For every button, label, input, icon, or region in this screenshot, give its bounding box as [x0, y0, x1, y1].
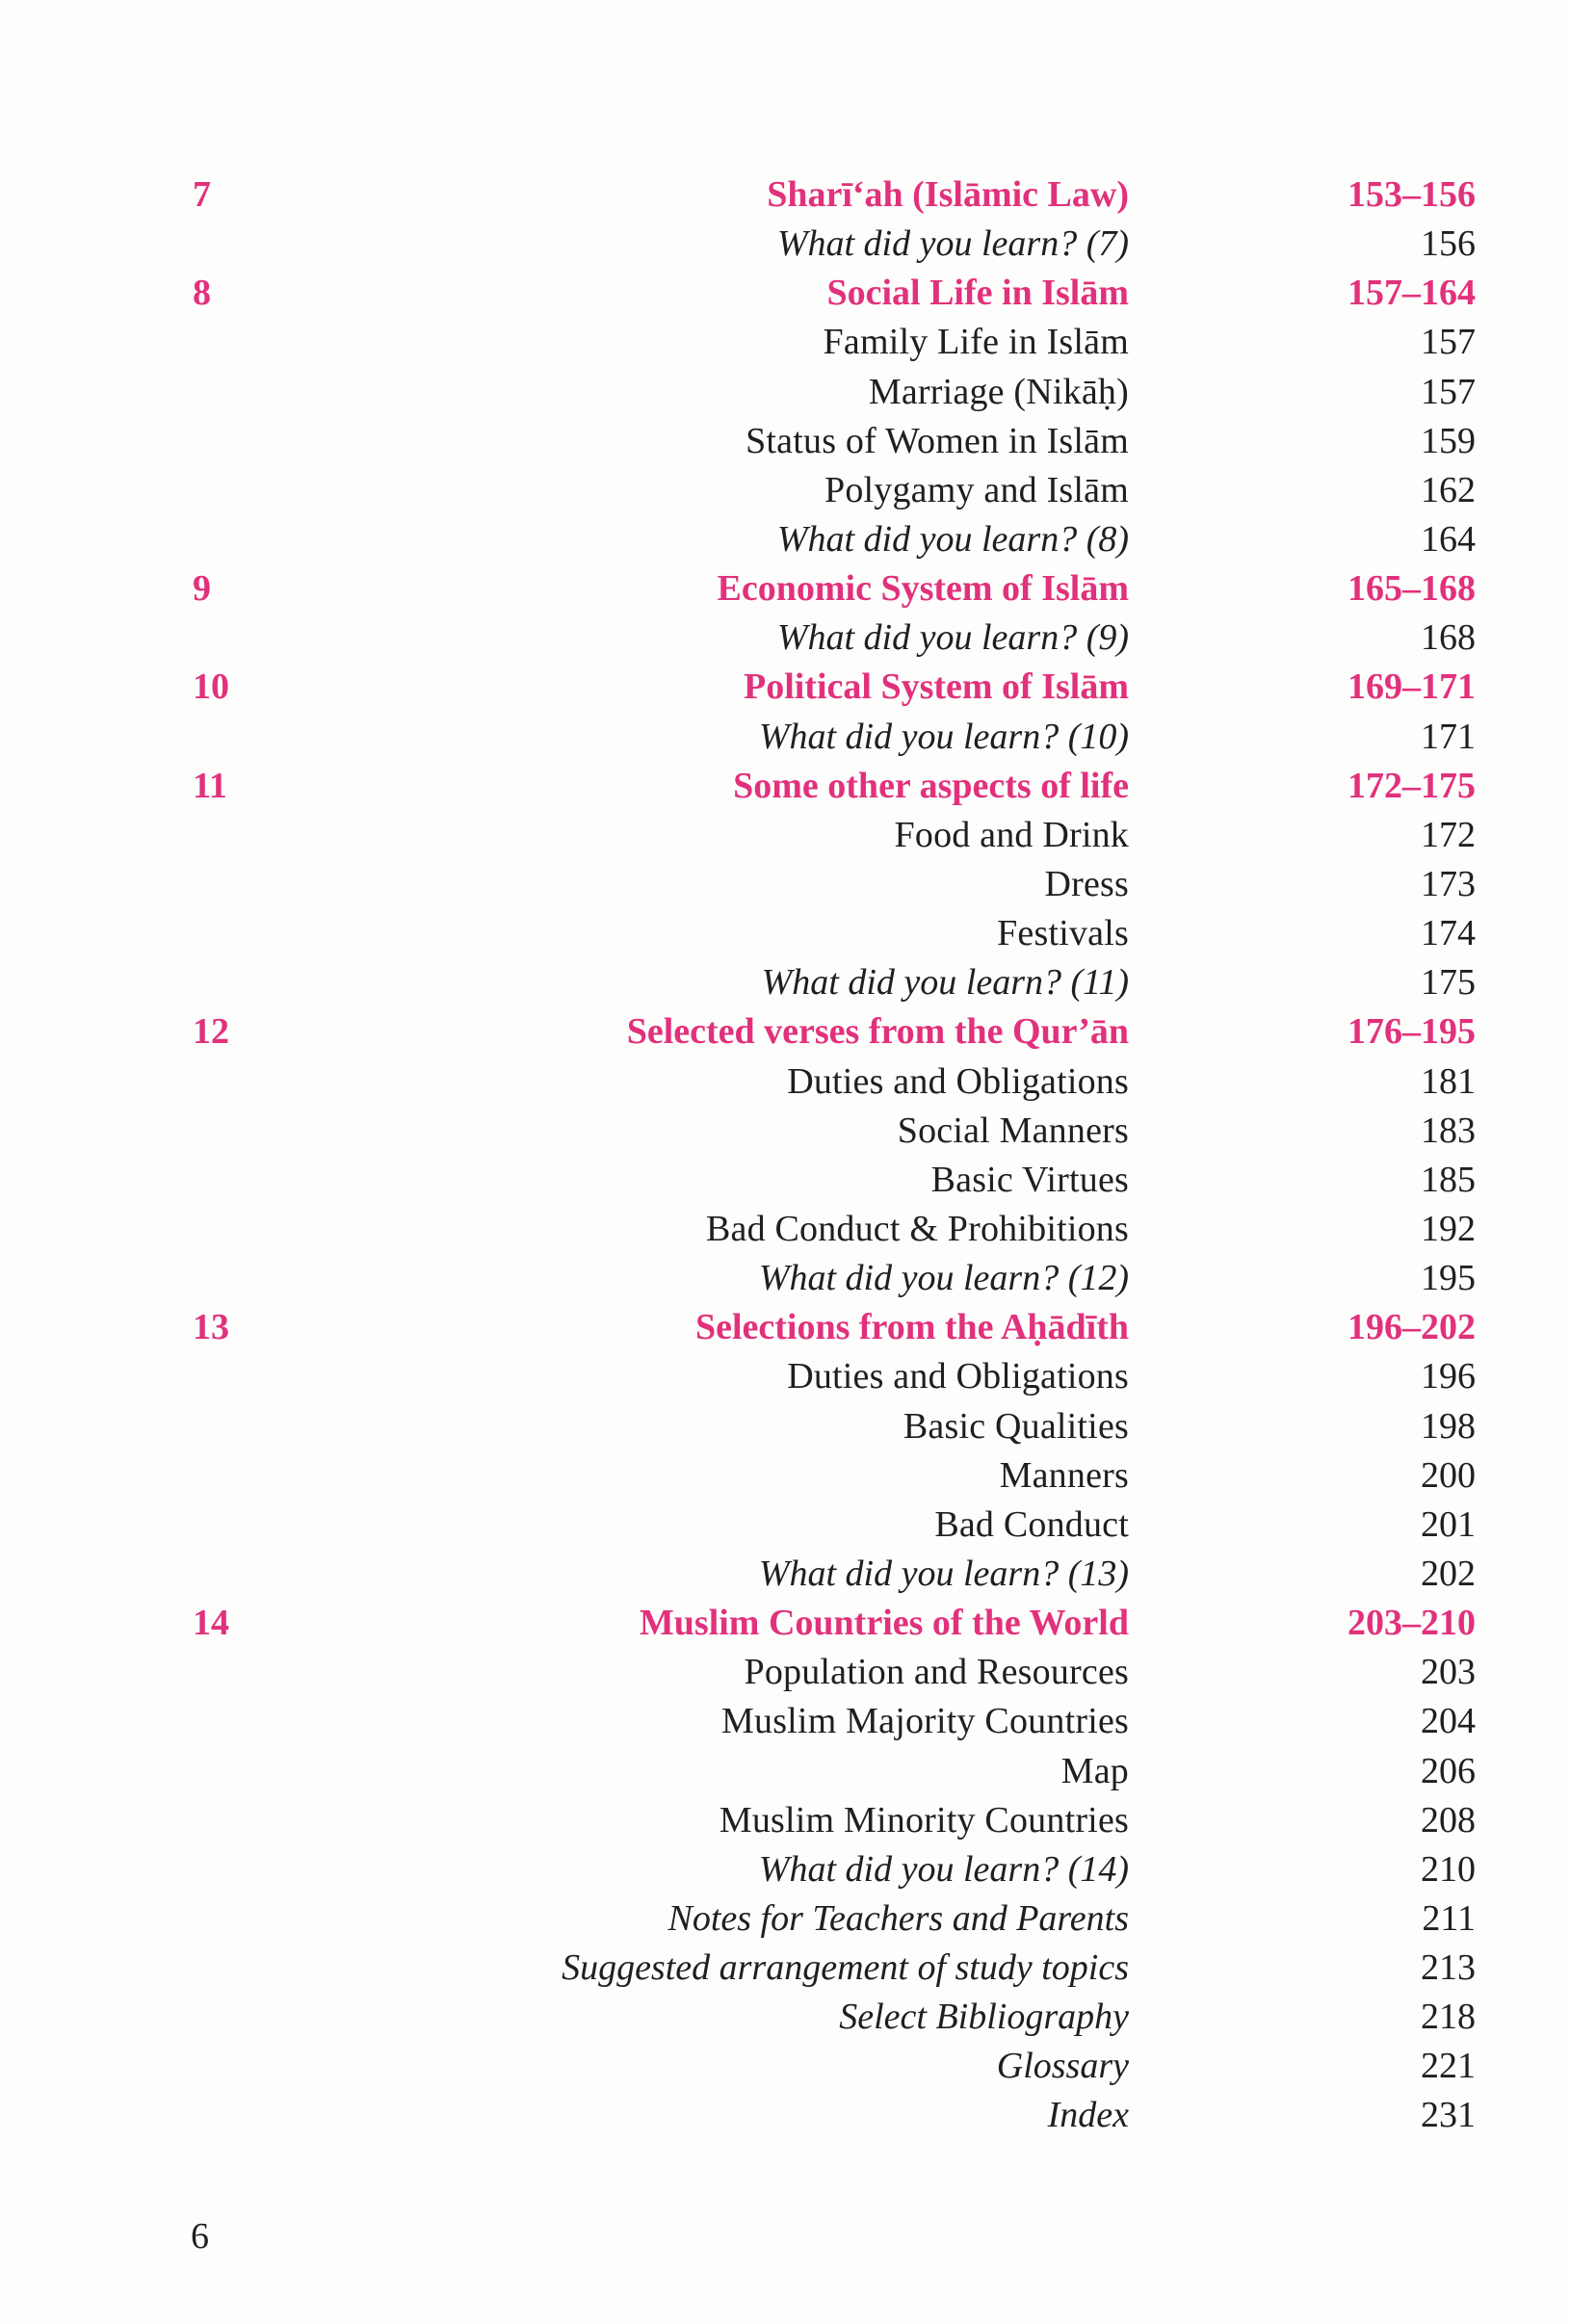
- page-reference: 203–210: [1348, 1603, 1476, 1644]
- page-reference: 169–171: [1348, 666, 1476, 708]
- section-title: What did you learn? (11): [761, 962, 1129, 1004]
- toc-entry: [0, 614, 1570, 663]
- section-title: Marriage (Nikāḥ): [868, 371, 1129, 412]
- toc-entry: [0, 368, 1570, 417]
- section-title: What did you learn? (10): [758, 716, 1129, 757]
- page-number: 6: [191, 2216, 209, 2257]
- section-title: Dress: [1044, 863, 1129, 904]
- page-reference: 211: [1422, 1897, 1476, 1939]
- section-title: Index: [1047, 2095, 1129, 2136]
- section-title: Map: [1060, 1750, 1129, 1791]
- chapter-number: 14: [193, 1603, 229, 1644]
- chapter-title: Political System of Islām: [743, 666, 1129, 708]
- toc-entry: [0, 1796, 1570, 1845]
- chapter-title: Social Life in Islām: [826, 273, 1129, 314]
- toc-entry: [0, 1402, 1570, 1451]
- page-reference: 192: [1421, 1208, 1476, 1249]
- chapter-title: Some other aspects of life: [733, 765, 1129, 806]
- section-title: Manners: [999, 1454, 1129, 1496]
- page-reference: 198: [1421, 1405, 1476, 1447]
- page-reference: 156: [1421, 223, 1476, 265]
- page-reference: 206: [1421, 1750, 1476, 1791]
- toc-entry: [0, 269, 1570, 318]
- chapter-title: Muslim Countries of the World: [639, 1603, 1129, 1644]
- toc-entry: [0, 564, 1570, 614]
- page-reference: 171: [1421, 716, 1476, 757]
- page-reference: 208: [1421, 1799, 1476, 1841]
- chapter-number: 13: [193, 1307, 229, 1348]
- page-reference: 172–175: [1348, 765, 1476, 806]
- chapter-title: Selected verses from the Qur’ān: [626, 1011, 1129, 1053]
- page-reference: 157–164: [1348, 273, 1476, 314]
- toc-entry: [0, 1451, 1570, 1501]
- chapter-number: 8: [193, 273, 211, 314]
- toc-entry: [0, 1894, 1570, 1944]
- page-reference: 201: [1421, 1503, 1476, 1545]
- page-reference: 165–168: [1348, 568, 1476, 610]
- page-reference: 173: [1421, 863, 1476, 904]
- page-reference: 200: [1421, 1454, 1476, 1496]
- page-reference: 231: [1421, 2095, 1476, 2136]
- page-reference: 203: [1421, 1652, 1476, 1693]
- page-reference: 174: [1421, 913, 1476, 954]
- page-reference: 175: [1421, 962, 1476, 1004]
- toc-entry: [0, 1254, 1570, 1303]
- page-reference: 181: [1421, 1060, 1476, 1102]
- section-title: Muslim Minority Countries: [719, 1799, 1129, 1841]
- toc-entry: [0, 811, 1570, 860]
- section-title: Population and Resources: [744, 1652, 1129, 1693]
- section-title: What did you learn? (13): [758, 1553, 1129, 1594]
- chapter-number: 10: [193, 666, 229, 708]
- page-reference: 195: [1421, 1258, 1476, 1299]
- page-reference: 159: [1421, 420, 1476, 461]
- toc-entry: [0, 220, 1570, 269]
- toc-entry: [0, 1058, 1570, 1107]
- toc-entry: [0, 762, 1570, 811]
- section-title: Bad Conduct: [934, 1503, 1129, 1545]
- page-reference: 164: [1421, 518, 1476, 560]
- toc-entry: [0, 417, 1570, 466]
- toc-entry: [0, 1599, 1570, 1648]
- toc-entry: [0, 2042, 1570, 2091]
- toc-entry: [0, 1550, 1570, 1599]
- section-title: Basic Virtues: [930, 1159, 1129, 1200]
- toc-entry: [0, 1747, 1570, 1796]
- section-title: Social Manners: [897, 1110, 1129, 1151]
- section-title: What did you learn? (7): [776, 223, 1129, 265]
- page-reference: 221: [1421, 2046, 1476, 2087]
- section-title: Glossary: [996, 2046, 1129, 2087]
- toc-entry: [0, 170, 1570, 220]
- chapter-number: 11: [193, 765, 227, 806]
- section-title: What did you learn? (9): [776, 617, 1129, 659]
- page-reference: 157: [1421, 322, 1476, 363]
- section-title: Duties and Obligations: [787, 1356, 1129, 1397]
- toc-entry: [0, 1352, 1570, 1401]
- toc-entry: [0, 1156, 1570, 1205]
- toc-entry: [0, 1107, 1570, 1156]
- page-reference: 162: [1421, 469, 1476, 510]
- section-title: Bad Conduct & Prohibitions: [705, 1208, 1129, 1249]
- page-reference: 196: [1421, 1356, 1476, 1397]
- page-reference: 176–195: [1348, 1011, 1476, 1053]
- toc-entry: [0, 1697, 1570, 1746]
- section-title: Family Life in Islām: [823, 322, 1129, 363]
- page-reference: 183: [1421, 1110, 1476, 1151]
- section-title: Festivals: [997, 913, 1129, 954]
- section-title: Muslim Majority Countries: [721, 1701, 1129, 1742]
- page-reference: 204: [1421, 1701, 1476, 1742]
- page-reference: 153–156: [1348, 174, 1476, 215]
- section-title: Status of Women in Islām: [746, 420, 1129, 461]
- section-title: What did you learn? (12): [758, 1258, 1129, 1299]
- chapter-number: 12: [193, 1011, 229, 1053]
- table-of-contents: [0, 170, 1570, 2141]
- toc-entry: [0, 318, 1570, 367]
- section-title: Suggested arrangement of study topics: [562, 1947, 1129, 1989]
- section-title: What did you learn? (14): [758, 1848, 1129, 1890]
- toc-entry: [0, 958, 1570, 1007]
- toc-entry: [0, 1944, 1570, 1993]
- toc-entry: [0, 1007, 1570, 1057]
- chapter-title: Sharī‘ah (Islāmic Law): [767, 174, 1129, 215]
- chapter-number: 9: [193, 568, 211, 610]
- page-reference: 157: [1421, 371, 1476, 412]
- chapter-title: Economic System of Islām: [717, 568, 1129, 610]
- page-reference: 172: [1421, 814, 1476, 855]
- toc-entry: [0, 860, 1570, 909]
- section-title: Notes for Teachers and Parents: [667, 1897, 1129, 1939]
- section-title: Basic Qualities: [903, 1405, 1129, 1447]
- page-reference: 213: [1421, 1947, 1476, 1989]
- toc-entry: [0, 713, 1570, 762]
- page-reference: 218: [1421, 1997, 1476, 2038]
- chapter-number: 7: [193, 174, 211, 215]
- toc-entry: [0, 466, 1570, 515]
- page-reference: 185: [1421, 1159, 1476, 1200]
- section-title: Select Bibliography: [839, 1997, 1129, 2038]
- toc-entry: [0, 515, 1570, 564]
- section-title: What did you learn? (8): [776, 518, 1129, 560]
- toc-entry: [0, 1205, 1570, 1254]
- toc-entry: [0, 909, 1570, 958]
- toc-entry: [0, 1303, 1570, 1352]
- toc-entry: [0, 2091, 1570, 2140]
- toc-entry: [0, 663, 1570, 712]
- toc-entry: [0, 1648, 1570, 1697]
- toc-entry: [0, 1501, 1570, 1550]
- page-reference: 168: [1421, 617, 1476, 659]
- section-title: Food and Drink: [894, 814, 1129, 855]
- chapter-title: Selections from the Aḥādīth: [694, 1307, 1129, 1348]
- page-reference: 196–202: [1348, 1307, 1476, 1348]
- section-title: Polygamy and Islām: [824, 469, 1129, 510]
- toc-entry: [0, 1845, 1570, 1894]
- section-title: Duties and Obligations: [787, 1060, 1129, 1102]
- page-reference: 202: [1421, 1553, 1476, 1594]
- toc-entry: [0, 1993, 1570, 2042]
- page-reference: 210: [1421, 1848, 1476, 1890]
